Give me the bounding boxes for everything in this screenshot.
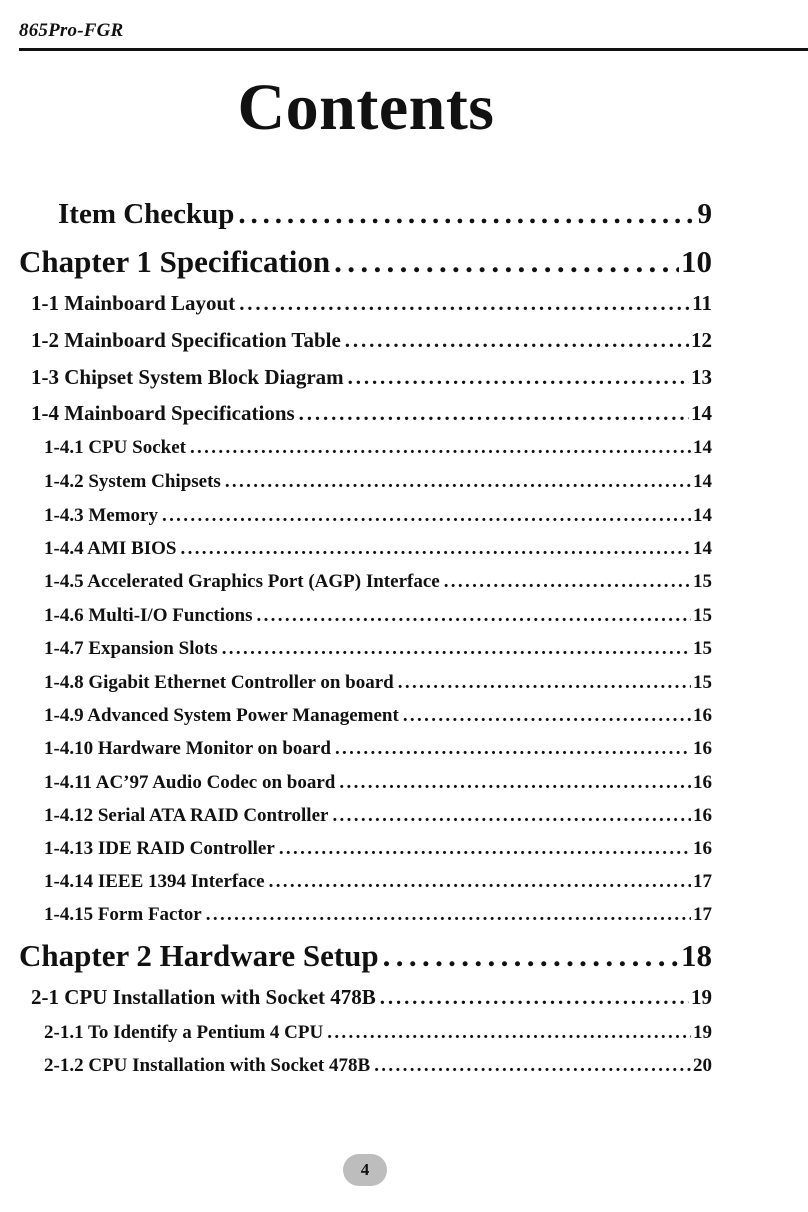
toc-entry-page: 17	[693, 904, 712, 925]
toc-dot-leader	[222, 638, 691, 660]
toc-entry[interactable]	[44, 705, 712, 727]
toc-entry-title: Item Checkup	[58, 198, 235, 230]
toc-entry-title: 1-4 Mainboard Specifications	[31, 401, 295, 425]
toc-dot-leader	[380, 985, 689, 1010]
toc-entry-title: 1-4.6 Multi-I/O Functions	[44, 605, 253, 626]
toc-entry[interactable]	[44, 904, 712, 926]
toc-dot-leader	[327, 1022, 691, 1044]
toc-entry-title: 1-4.8 Gigabit Ethernet Controller on board	[44, 672, 394, 693]
toc-entry[interactable]	[58, 198, 712, 231]
document-header-title: 865Pro-FGR	[19, 20, 124, 41]
toc-entry[interactable]	[31, 985, 712, 1010]
toc-entry-title: 1-4.9 Advanced System Power Management	[44, 705, 399, 726]
toc-dot-leader	[339, 772, 691, 794]
toc-dot-leader	[181, 538, 692, 560]
toc-dot-leader	[238, 198, 695, 231]
toc-entry-page: 10	[681, 244, 712, 279]
toc-entry-page: 20	[693, 1055, 712, 1076]
toc-entry[interactable]	[31, 328, 712, 353]
toc-entry[interactable]	[19, 244, 712, 280]
toc-dot-leader	[332, 805, 691, 827]
toc-entry-page: 18	[681, 938, 712, 973]
toc-entry-title: 1-4.2 System Chipsets	[44, 471, 221, 492]
toc-entry-title: 1-4.11 AC’97 Audio Codec on board	[44, 772, 336, 793]
toc-entry-page: 16	[693, 772, 712, 793]
toc-dot-leader	[335, 738, 691, 760]
toc-entry[interactable]	[44, 672, 712, 694]
toc-dot-leader	[345, 328, 689, 353]
toc-dot-leader	[444, 571, 691, 593]
toc-entry[interactable]	[44, 838, 712, 860]
toc-dot-leader	[206, 904, 691, 926]
toc-entry-page: 15	[693, 638, 712, 659]
toc-entry-title: 1-4.1 CPU Socket	[44, 437, 186, 458]
toc-entry-page: 16	[693, 838, 712, 859]
toc-entry-page: 15	[693, 605, 712, 626]
toc-entry-title: 2-1 CPU Installation with Socket 478B	[31, 985, 376, 1009]
toc-dot-leader	[279, 838, 691, 860]
toc-entry-page: 12	[691, 328, 712, 352]
toc-entry[interactable]	[44, 538, 712, 560]
toc-entry-page: 16	[693, 738, 712, 759]
page-title: Contents	[237, 71, 495, 144]
toc-entry-page: 19	[691, 985, 712, 1009]
toc-entry-page: 16	[693, 705, 712, 726]
header-divider	[19, 48, 808, 51]
toc-entry-title: 1-4.7 Expansion Slots	[44, 638, 218, 659]
toc-dot-leader	[162, 505, 691, 527]
toc-entry-title: 2-1.1 To Identify a Pentium 4 CPU	[44, 1022, 324, 1043]
toc-entry-title: 1-3 Chipset System Block Diagram	[31, 365, 344, 389]
toc-entry-title: 2-1.2 CPU Installation with Socket 478B	[44, 1055, 371, 1076]
toc-entry[interactable]	[44, 605, 712, 627]
toc-entry-page: 9	[697, 198, 712, 230]
toc-entry-page: 17	[693, 871, 712, 892]
toc-entry-title: Chapter 2 Hardware Setup	[19, 938, 379, 973]
toc-entry-title: 1-4.4 AMI BIOS	[44, 538, 177, 559]
toc-dot-leader	[299, 401, 689, 426]
page-number-badge: 4	[343, 1154, 387, 1186]
toc-entry-page: 15	[693, 672, 712, 693]
toc-entry[interactable]	[44, 871, 712, 893]
toc-entry-title: 1-4.14 IEEE 1394 Interface	[44, 871, 265, 892]
toc-entry[interactable]	[44, 1055, 712, 1077]
toc-entry-page: 11	[692, 291, 712, 315]
toc-entry-page: 13	[691, 365, 712, 389]
toc-dot-leader	[256, 605, 691, 627]
toc-entry-page: 19	[693, 1022, 712, 1043]
toc-dot-leader	[269, 871, 691, 893]
toc-entry-title: 1-4.5 Accelerated Graphics Port (AGP) Interface	[44, 571, 440, 592]
toc-entry[interactable]	[44, 638, 712, 660]
toc-entry[interactable]	[44, 738, 712, 760]
toc-dot-leader	[239, 291, 690, 316]
toc-entry-page: 14	[693, 538, 712, 559]
toc-entry[interactable]	[31, 401, 712, 426]
toc-entry-title: 1-4.10 Hardware Monitor on board	[44, 738, 331, 759]
toc-entry-title: Chapter 1 Specification	[19, 244, 331, 279]
toc-entry[interactable]	[44, 437, 712, 459]
toc-dot-leader	[383, 938, 679, 974]
toc-entry[interactable]	[44, 571, 712, 593]
toc-dot-leader	[334, 244, 679, 280]
toc-entry-title: 1-4.3 Memory	[44, 505, 158, 526]
toc-entry-page: 14	[693, 437, 712, 458]
toc-entry[interactable]	[31, 291, 712, 316]
toc-entry-page: 16	[693, 805, 712, 826]
toc-dot-leader	[398, 672, 691, 694]
toc-entry-page: 14	[693, 505, 712, 526]
toc-entry-page: 15	[693, 571, 712, 592]
toc-entry-title: 1-2 Mainboard Specification Table	[31, 328, 341, 352]
toc-entry-page: 14	[691, 401, 712, 425]
toc-entry[interactable]	[44, 805, 712, 827]
toc-entry-title: 1-4.12 Serial ATA RAID Controller	[44, 805, 329, 826]
toc-entry-title: 1-4.13 IDE RAID Controller	[44, 838, 275, 859]
toc-dot-leader	[225, 471, 691, 493]
toc-entry[interactable]	[44, 772, 712, 794]
toc-entry[interactable]	[31, 365, 712, 390]
toc-dot-leader	[403, 705, 691, 727]
toc-entry[interactable]	[44, 471, 712, 493]
toc-entry[interactable]	[19, 938, 712, 974]
toc-entry-title: 1-4.15 Form Factor	[44, 904, 202, 925]
toc-entry-page: 14	[693, 471, 712, 492]
toc-dot-leader	[374, 1055, 691, 1077]
toc-entry[interactable]	[44, 1022, 712, 1044]
toc-entry-title: 1-1 Mainboard Layout	[31, 291, 236, 315]
toc-dot-leader	[190, 437, 691, 459]
toc-entry[interactable]	[44, 505, 712, 527]
toc-dot-leader	[348, 365, 689, 390]
